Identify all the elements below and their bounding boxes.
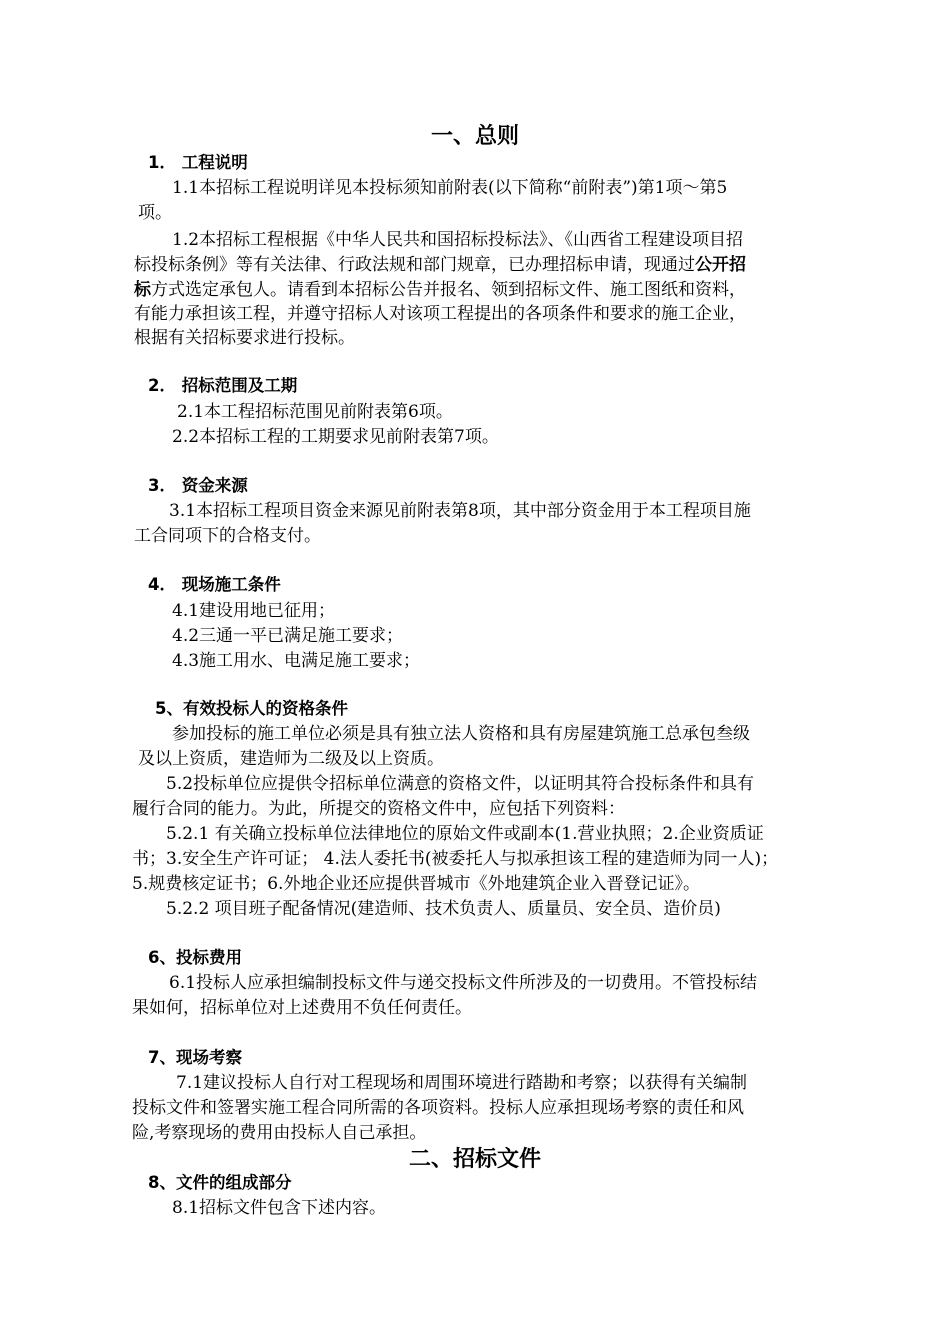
clause-heading: 8、文件的组成部分 <box>148 1173 292 1192</box>
paragraph-line: 7.1建议投标人自行对工程现场和周围环境进行踏勘和考察；以获得有关编制 <box>176 1073 748 1093</box>
clause-heading: 6、投标费用 <box>148 948 242 967</box>
paragraph-line: 1.2本招标工程根据《中华人民共和国招标投标法》、《山西省工程建设项目招 <box>172 230 744 250</box>
section-title: 一、总则 <box>430 124 519 149</box>
bold-text: 公开招 <box>695 255 746 275</box>
clause-heading: 1． 工程说明 <box>148 153 248 172</box>
paragraph-line: 履行合同的能力。为此，所提交的资格文件中，应包括下列资料： <box>132 799 625 819</box>
paragraph-line: 4.3施工用水、电满足施工要求； <box>172 651 421 671</box>
paragraph-line: 投标文件和签署实施工程合同所需的各项资料。投标人应承担现场考察的责任和风 <box>132 1098 744 1118</box>
paragraph-line: 果如何，招标单位对上述费用不负任何责任。 <box>132 998 472 1018</box>
paragraph-line: 险,考察现场的费用由投标人自己承担。 <box>132 1123 427 1143</box>
clause-heading: 3． 资金来源 <box>148 476 248 495</box>
bold-text: 标 <box>134 280 151 300</box>
paragraph-line: 及以上资质，建造师为二级及以上资质。 <box>138 749 444 769</box>
text-run: 方式选定承包人。请看到本招标公告并报名、领到招标文件、施工图纸和资料， <box>151 280 746 300</box>
paragraph-line <box>134 278 746 302</box>
paragraph-line: 4.2三通一平已满足施工要求； <box>172 626 404 646</box>
paragraph-line: 5.规费核定证书；6.外地企业还应提供晋城市《外地建筑企业入晋登记证》。 <box>132 874 700 894</box>
clause-heading: 7、现场考察 <box>148 1048 242 1067</box>
paragraph-line: 项。 <box>138 203 172 223</box>
paragraph-line: 参加投标的施工单位必须是具有独立法人资格和具有房屋建筑施工总承包叁级 <box>172 724 750 744</box>
paragraph-line: 3.1本招标工程项目资金来源见前附表第8项，其中部分资金用于本工程项目施 <box>169 501 751 521</box>
paragraph-line: 有能力承担该工程，并遵守招标人对该项工程提出的各项条件和要求的施工企业， <box>134 304 746 324</box>
paragraph-line: 1.1本招标工程说明详见本投标须知前附表(以下简称“前附表”)第1项～第5 <box>172 178 728 198</box>
paragraph-line: 6.1投标人应承担编制投标文件与递交投标文件所涉及的一切费用。不管投标结 <box>169 973 758 993</box>
clause-heading: 4． 现场施工条件 <box>148 575 281 594</box>
paragraph-line: 根据有关招标要求进行投标。 <box>134 328 355 348</box>
paragraph-line: 5.2投标单位应提供令招标单位满意的资格文件，以证明其符合投标条件和具有 <box>166 774 755 794</box>
paragraph-line: 2.2本招标工程的工期要求见前附表第7项。 <box>172 427 499 447</box>
text-run: 标投标条例》等有关法律、行政法规和部门规章，已办理招标申请，现通过 <box>134 255 695 275</box>
paragraph-line: 4.1建设用地已征用； <box>172 601 336 621</box>
paragraph-line: 工合同项下的合格支付。 <box>134 526 321 546</box>
clause-heading: 2． 招标范围及工期 <box>148 376 298 395</box>
paragraph-line <box>134 253 746 277</box>
paragraph-line: 5.2.2 项目班子配备情况(建造师、技术负责人、质量员、安全员、造价员) <box>166 899 721 919</box>
paragraph-line: 8.1招标文件包含下述内容。 <box>172 1198 387 1218</box>
paragraph-line: 5.2.1 有关确立投标单位法律地位的原始文件或副本(1.营业执照；2.企业资质证 <box>166 824 764 844</box>
paragraph-line: 书；3.安全生产许可证； 4.法人委托书(被委托人与拟承担该工程的建造师为同一人)； <box>132 849 779 869</box>
section-title: 二、招标文件 <box>408 1147 541 1172</box>
paragraph-line: 2.1本工程招标范围见前附表第6项。 <box>177 402 453 422</box>
clause-heading: 5、有效投标人的资格条件 <box>155 699 348 718</box>
